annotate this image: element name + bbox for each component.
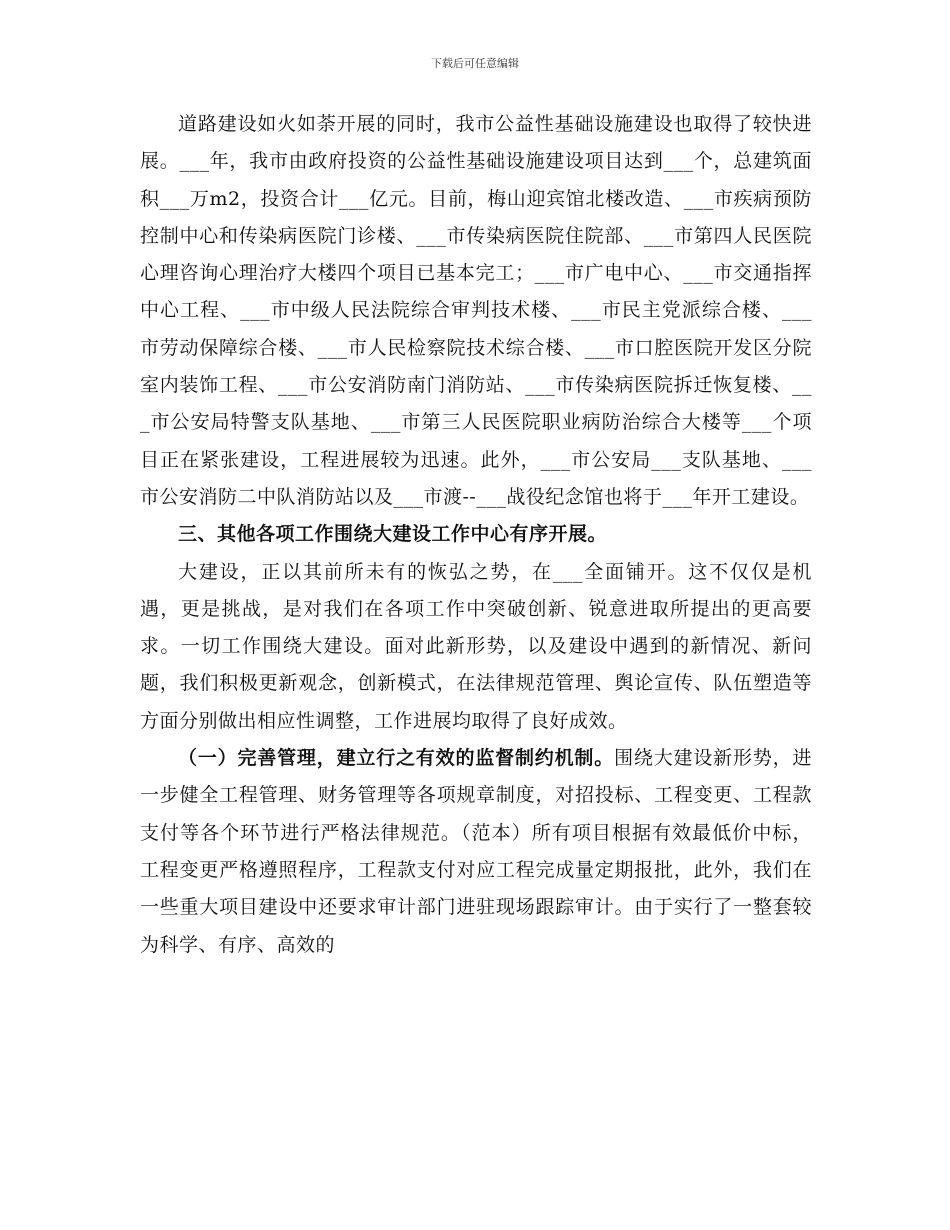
paragraph-management-lead: （一）完善管理，建立行之有效的监督制约机制。 — [178, 747, 615, 770]
paragraph-management-text: 围绕大建设新形势，进一步健全工程管理、财务管理等各项规章制度，对招投标、工程变更、工程款支付等各个环节进行严格法律规范。（范本）所有项目根据有效最低价中标，工程变更严格遵照程序，工程款支付对应工程完成量定期报批，此外，我们在一些重大项目建设中还要求审计部门进驻现场跟踪审计。由于实行了一整套较为科学、有序、高效的 — [140, 747, 812, 956]
section-heading-3: 三、其他各项工作围绕大建设工作中心有序开展。 — [178, 523, 608, 546]
paragraph-big-construction: 大建设，正以其前所未有的恢弘之势，在___全面铺开。这不仅仅是机遇，更是挑战，是对我们在各项工作中突破创新、锐意进取所提出的更高要求。一切工作围绕大建设。面对此新形势，以及建设中遇到的新情况、新问题，我们积极更新观念，创新模式，在法律规范管理、舆论宣传、队伍塑造等方面分别做出相应性调整，工作进展均取得了良好成效。 — [140, 560, 812, 732]
document-body — [140, 106, 812, 964]
paragraph-public-infrastructure: 道路建设如火如荼开展的同时，我市公益性基础设施建设也取得了较快进展。___年，我市由政府投资的公益性基础设施建设项目达到___个，总建筑面积___万m2，投资合计___亿元。目前，梅山迎宾馆北楼改造、___市疾病预防控制中心和传染病医院门诊楼、___市传染病医院住院部、___市第四人民医院心理咨询心理治疗大楼四个项目已基本完工；___市广电中心、___市交通指挥中心工程、___市中级人民法院综合审判技术楼、___市民主党派综合楼、___市劳动保障综合楼、___市人民检察院技术综合楼、___市口腔医院开发区分院室内装饰工程、___市公安消防南门消防站、___市传染病医院拆迁恢复楼、___市公安局特警支队基地、___市第三人民医院职业病防治综合大楼等___个项目正在紧张建设，工程进展较为迅速。此外，___市公安局___支队基地、___市公安消防二中队消防站以及___市渡--___战役纪念馆也将于___年开工建设。 — [140, 113, 812, 508]
paragraph-management — [140, 740, 812, 964]
page-header-note: 下载后可任意编辑 — [431, 57, 519, 70]
